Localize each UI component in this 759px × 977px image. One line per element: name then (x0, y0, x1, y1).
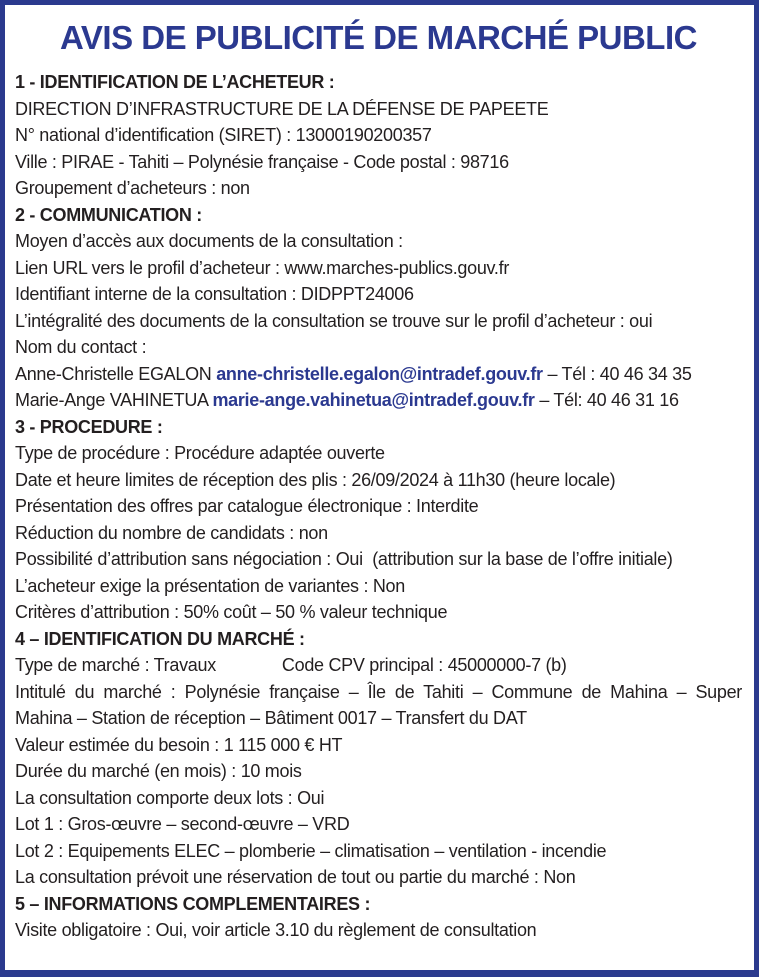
lot-1-line: Lot 1 : Gros-œuvre – second-œuvre – VRD (15, 814, 350, 834)
variants-line: L’acheteur exige la présentation de variantes : Non (15, 575, 405, 596)
page-title: AVIS DE PUBLICITÉ DE MARCHÉ PUBLIC (60, 19, 697, 56)
section-5-heading: 5 – INFORMATIONS COMPLEMENTAIRES : (15, 893, 371, 914)
estimated-value-line: Valeur estimée du besoin : 1 115 000 € HT (15, 734, 343, 755)
lot-2-line: Lot 2 : Equipements ELEC – plomberie – climatisation – ventilation - incendie (15, 840, 607, 861)
grouping-line: Groupement d’acheteurs : non (15, 178, 250, 198)
profile-url-line: Lien URL vers le profil d’acheteur : www.marches-publics.gouv.fr (15, 257, 510, 278)
section-3-heading: 3 - PROCEDURE : (15, 416, 163, 437)
contact-2-name: Marie-Ange VAHINETUA (15, 390, 213, 410)
section-2-heading: 2 - COMMUNICATION : (15, 204, 202, 225)
contact-2-email: marie-ange.vahinetua@intradef.gouv.fr (212, 390, 535, 410)
full-docs-line: L’intégralité des documents de la consultation se trouve sur le profil d’acheteur : oui (15, 310, 653, 331)
contact-1-email: anne-christelle.egalon@intradef.gouv.fr (216, 363, 543, 384)
contact-label: Nom du contact : (15, 337, 147, 357)
market-type: Type de marché : Travaux (15, 655, 216, 675)
duration-line: Durée du marché (en mois) : 10 mois (15, 761, 302, 781)
lots-line: La consultation comporte deux lots : Oui (15, 787, 325, 808)
internal-id-line: Identifiant interne de la consultation : DIDPPT24006 (15, 284, 414, 304)
contact-1-phone: – Tél : 40 46 34 35 (542, 363, 692, 384)
section-1-heading: 1 - IDENTIFICATION DE L’ACHETEUR : (15, 72, 335, 92)
buyer-name: DIRECTION D’INFRASTRUCTURE DE LA DÉFENSE DE PAPEETE (15, 98, 549, 119)
reservation-line: La consultation prévoit une réservation de tout ou partie du marché : Non (15, 867, 576, 887)
market-title-line-1: Intitulé du marché : Polynésie française – Île de Tahiti – Commune de Mahina – Super (15, 681, 742, 702)
market-title-line-2: Mahina – Station de réception – Bâtiment 0017 – Transfert du DAT (15, 708, 527, 728)
access-line: Moyen d’accès aux documents de la consultation : (15, 231, 403, 251)
notice-document (5, 5, 754, 944)
cpv-code: Code CPV principal : 45000000-7 (b) (281, 655, 567, 675)
contact-line-2 (15, 387, 742, 414)
catalogue-line: Présentation des offres par catalogue électronique : Interdite (15, 496, 479, 516)
negotiation-line: Possibilité d’attribution sans négociation : Oui (attribution sur la base de l’offre initiale) (15, 549, 673, 569)
contact-line-1 (15, 361, 742, 388)
procedure-type-line: Type de procédure : Procédure adaptée ouverte (15, 443, 385, 463)
contact-2-phone: – Tél: 40 46 31 16 (534, 390, 679, 410)
reduction-line: Réduction du nombre de candidats : non (15, 522, 328, 543)
contact-1-name: Anne-Christelle EGALON (15, 363, 217, 384)
city-line: Ville : PIRAE - Tahiti – Polynésie française - Code postal : 98716 (15, 151, 509, 172)
criteria-line: Critères d’attribution : 50% coût – 50 % valeur technique (15, 602, 448, 622)
deadline-line: Date et heure limites de réception des plis : 26/09/2024 à 11h30 (heure locale) (15, 469, 616, 490)
section-4-heading: 4 – IDENTIFICATION DU MARCHÉ : (15, 628, 305, 649)
siret-line: N° national d’identification (SIRET) : 13000190200357 (15, 125, 432, 145)
visit-line: Visite obligatoire : Oui, voir article 3.10 du règlement de consultation (15, 920, 537, 940)
market-type-cpv-line (15, 652, 742, 679)
